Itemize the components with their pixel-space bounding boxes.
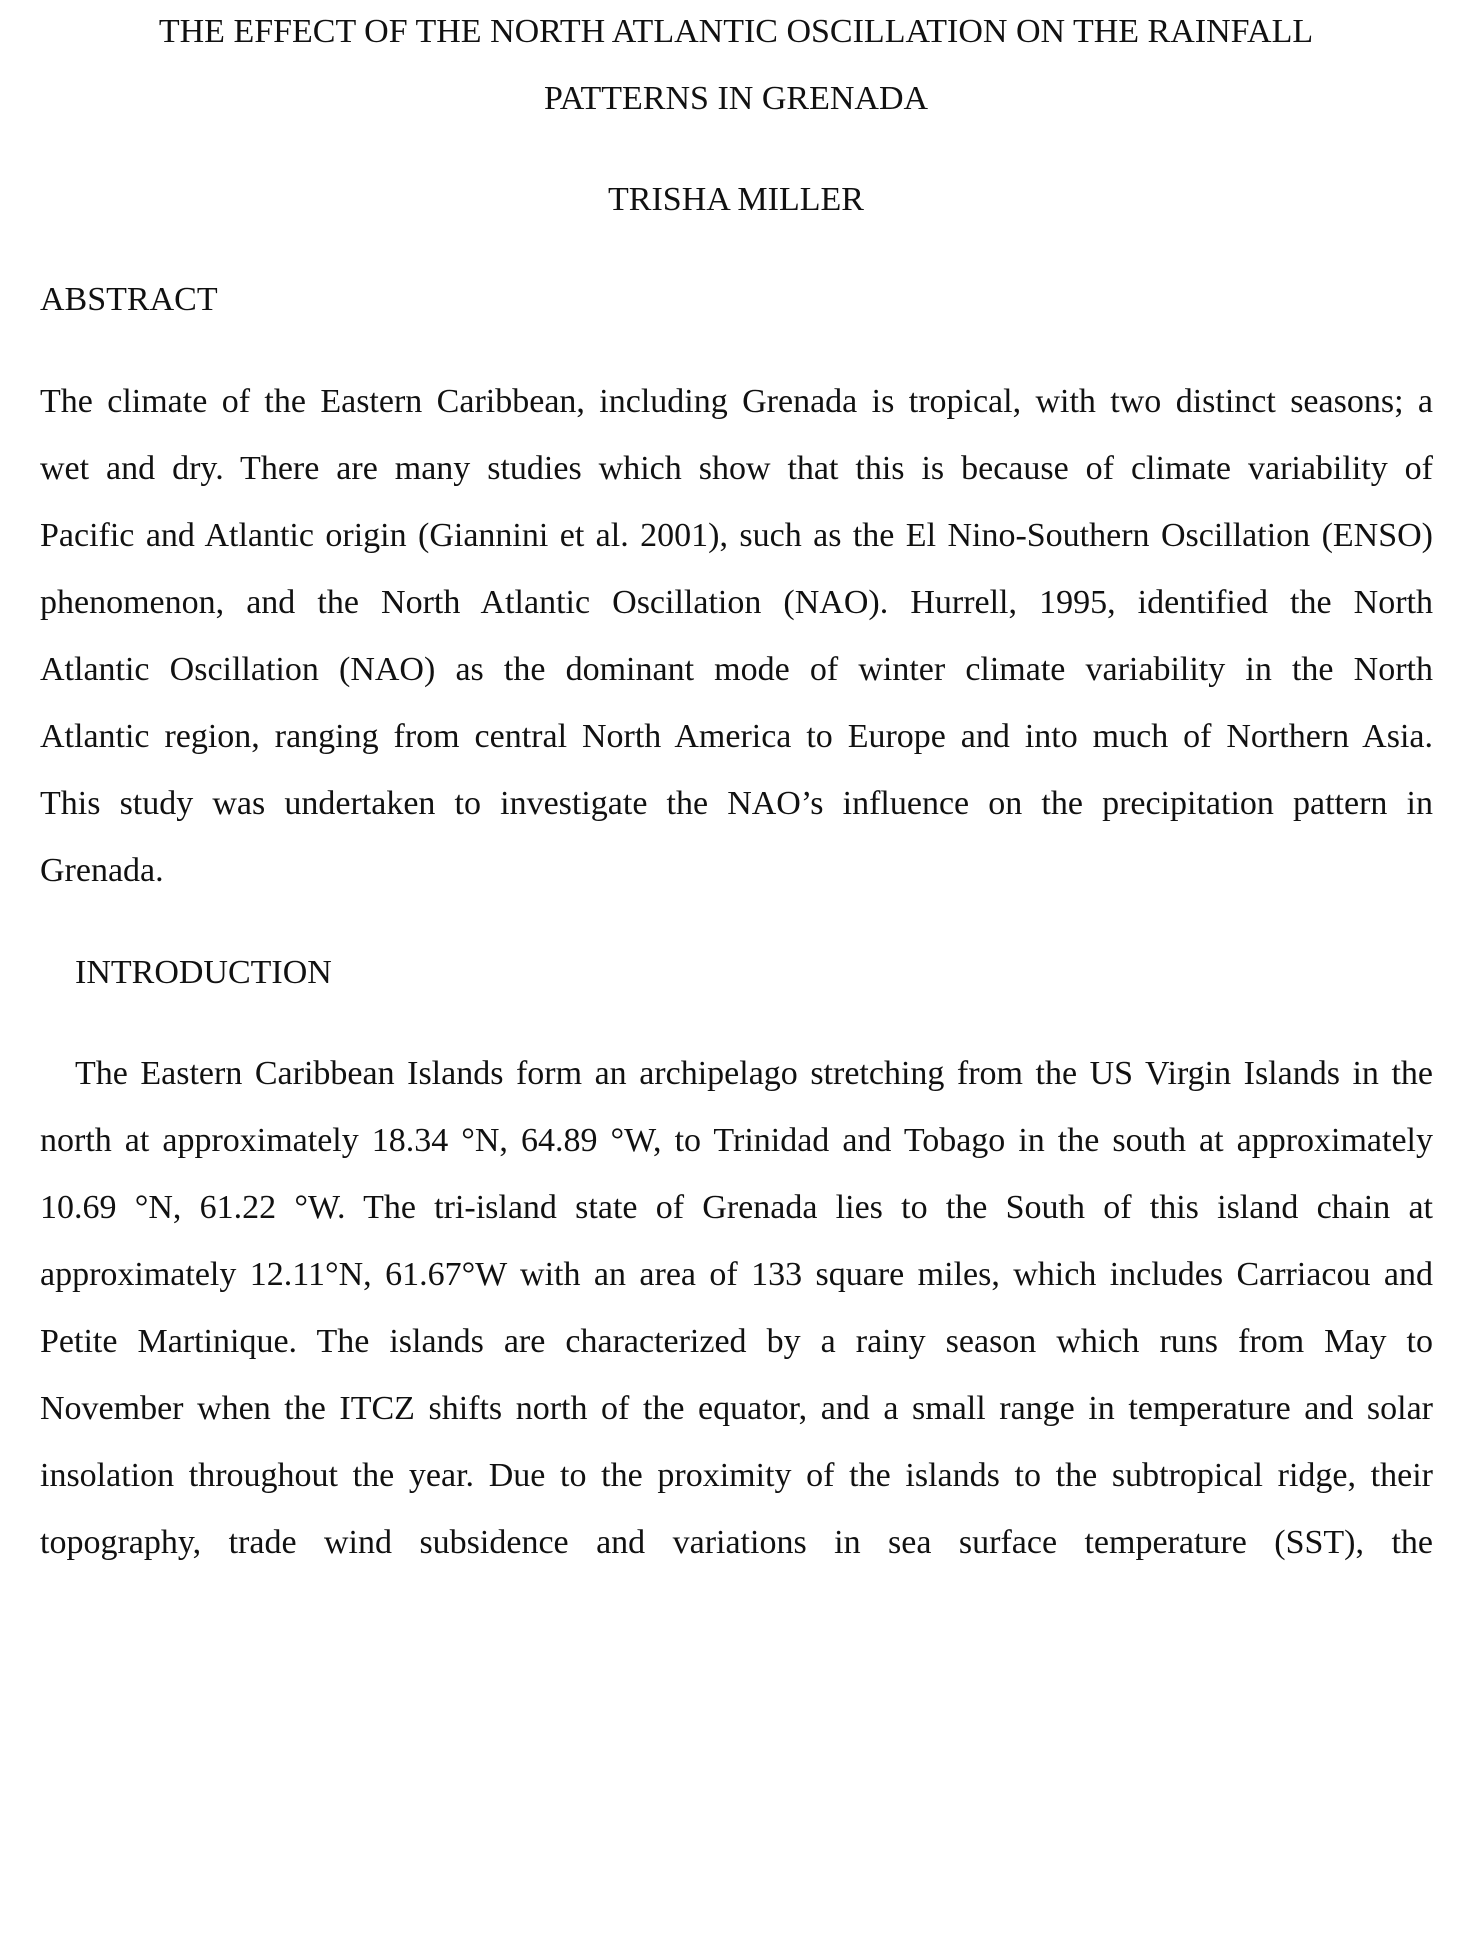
introduction-line: topography, trade wind subsidence and variations in sea surface temperature (SST), the (40, 1524, 1433, 1561)
introduction-line: Petite Martinique. The islands are characterized by a rainy season which runs from May to (40, 1323, 1433, 1360)
abstract-line: Pacific and Atlantic origin (Giannini et al. 2001), such as the El Nino-Southern Oscillation (ENSO) (40, 517, 1433, 554)
introduction-line: insolation throughout the year. Due to the proximity of the islands to the subtropical ridge, their (40, 1457, 1433, 1494)
author-name: TRISHA MILLER (608, 181, 864, 218)
abstract-line: Grenada. (40, 852, 164, 889)
introduction-line: The Eastern Caribbean Islands form an archipelago stretching from the US Virgin Islands in the (75, 1055, 1433, 1092)
abstract-line: phenomenon, and the North Atlantic Oscillation (NAO). Hurrell, 1995, identified the North (40, 584, 1433, 621)
introduction-line: November when the ITCZ shifts north of the equator, and a small range in temperature and solar (40, 1390, 1433, 1427)
introduction-heading: INTRODUCTION (75, 954, 332, 991)
abstract-line: wet and dry. There are many studies which show that this is because of climate variability of (40, 450, 1433, 487)
introduction-line: approximately 12.11°N, 61.67°W with an area of 133 square miles, which includes Carriacou and (40, 1256, 1433, 1293)
abstract-line: Atlantic Oscillation (NAO) as the dominant mode of winter climate variability in the North (40, 651, 1433, 688)
abstract-line: Atlantic region, ranging from central North America to Europe and into much of Northern Asia. (40, 718, 1433, 755)
introduction-line: north at approximately 18.34 °N, 64.89 °W, to Trinidad and Tobago in the south at approximately (40, 1122, 1433, 1159)
abstract-line: This study was undertaken to investigate the NAO’s influence on the precipitation pattern in (40, 785, 1433, 822)
title-line-2: PATTERNS IN GRENADA (543, 80, 929, 117)
abstract-line: The climate of the Eastern Caribbean, including Grenada is tropical, with two distinct seasons; a (40, 383, 1433, 420)
abstract-heading: ABSTRACT (40, 281, 218, 318)
introduction-line: 10.69 °N, 61.22 °W. The tri-island state of Grenada lies to the South of this island chain at (40, 1189, 1433, 1226)
title-line-1: THE EFFECT OF THE NORTH ATLANTIC OSCILLATION ON THE RAINFALL (158, 13, 1314, 50)
